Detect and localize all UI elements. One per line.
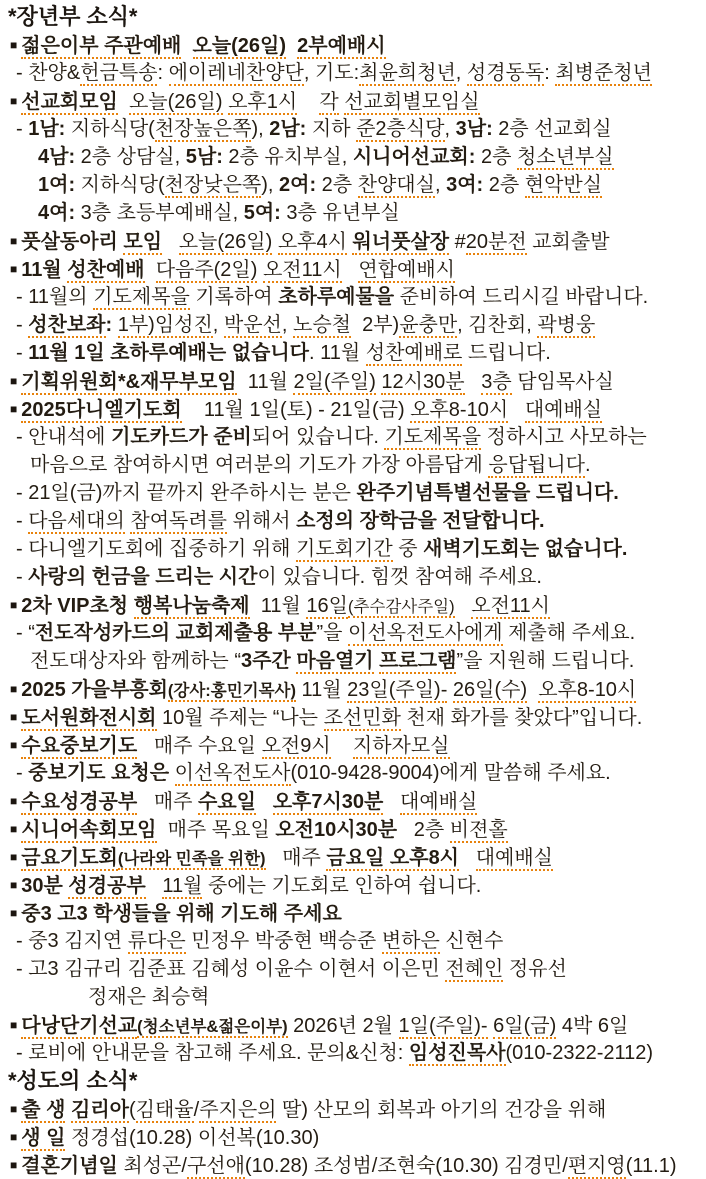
bulletin-line bbox=[0, 983, 706, 1011]
text-segment: 오늘(26일) bbox=[178, 231, 273, 253]
text-segment: 3남: bbox=[455, 118, 493, 140]
text-segment: 11월 1일 초하루예배는 없습니다 bbox=[28, 342, 309, 364]
text-segment: 임성진목사 bbox=[408, 1042, 506, 1064]
text-segment: 11월 1일(토) - 21일(금) bbox=[181, 399, 411, 421]
text-segment bbox=[169, 762, 175, 784]
text-segment: 2부) bbox=[350, 314, 400, 336]
text-segment: 응답됩니다 bbox=[488, 454, 585, 476]
text-segment: 도서원화전시회 bbox=[21, 707, 157, 729]
text-segment: 천장높은쪽 bbox=[154, 118, 252, 140]
bulletin-line bbox=[0, 283, 706, 311]
bulletin-line bbox=[0, 1039, 706, 1067]
bullet-square-icon: ■ bbox=[10, 262, 18, 276]
text-segment: # bbox=[449, 231, 466, 253]
text-segment bbox=[145, 259, 156, 281]
text-segment: 2층 선교회실 bbox=[492, 118, 612, 140]
text-segment: (강사:홍민기목사) bbox=[167, 682, 296, 700]
section-title: *성도의 소식* bbox=[8, 1068, 138, 1093]
bullet-square-icon: ■ bbox=[10, 234, 18, 248]
text-segment: 비젼홀 bbox=[449, 819, 508, 841]
bulletin-line bbox=[0, 731, 706, 759]
text-segment: 이 있습니다. 힘껏 참여해 주세요. bbox=[257, 566, 542, 588]
text-segment: - bbox=[16, 566, 29, 588]
text-segment: 오전10시30분 bbox=[275, 819, 398, 841]
text-segment: 1일(주일)- bbox=[398, 1015, 488, 1037]
text-segment: 워너풋살장 bbox=[352, 231, 450, 253]
text-segment: 성경공부 bbox=[68, 875, 146, 897]
text-segment: 23일(주일)- bbox=[347, 679, 448, 701]
text-segment: 중3 고3 학생들을 위해 기도해 주세요 bbox=[21, 903, 342, 925]
text-segment bbox=[508, 399, 525, 421]
bullet-square-icon: ■ bbox=[10, 1158, 18, 1172]
text-segment: 박운선 bbox=[223, 314, 282, 336]
text-segment: 12시30분 bbox=[381, 371, 465, 393]
text-segment: 3층 bbox=[481, 371, 512, 393]
bullet-square-icon: ■ bbox=[10, 682, 18, 696]
text-segment: - 다니엘기도회에 집중하기 위해 bbox=[16, 538, 297, 560]
text-segment bbox=[118, 91, 129, 113]
text-segment: 대예배실 bbox=[400, 791, 478, 813]
text-segment: , 김찬회, bbox=[457, 314, 538, 336]
text-segment: 드립니다. bbox=[462, 342, 551, 364]
text-segment: 각 bbox=[319, 91, 339, 113]
text-segment: 담임목사실 bbox=[511, 371, 614, 393]
bullet-square-icon: ■ bbox=[10, 402, 18, 416]
text-segment: 지하식당( bbox=[75, 174, 165, 196]
text-segment: , bbox=[212, 314, 224, 336]
bulletin-line bbox=[0, 1095, 706, 1123]
text-segment: ”을 지원해 드립니다. bbox=[456, 650, 635, 672]
bullet-square-icon: ■ bbox=[10, 906, 18, 920]
text-segment: 다음세대의 bbox=[28, 510, 125, 532]
text-segment: - 중3 김지연 bbox=[16, 930, 128, 952]
text-segment: : bbox=[105, 314, 118, 336]
bulletin-line bbox=[0, 479, 706, 507]
text-segment: 오전9시 bbox=[261, 735, 331, 757]
text-segment: 성찬예배로 bbox=[365, 342, 463, 364]
text-segment: 정재은 최승혁 bbox=[88, 986, 210, 1008]
text-segment: 기획위원회*&재무부모임 bbox=[21, 371, 237, 393]
text-segment: 성찬보좌 bbox=[28, 314, 106, 336]
text-segment: - bbox=[16, 342, 29, 364]
text-segment: (나라와 민족을 위한) bbox=[117, 850, 266, 868]
text-segment: 시니어선교회: bbox=[352, 146, 476, 168]
text-segment: 수요중보기도 bbox=[21, 735, 138, 757]
text-segment: 교회출발 bbox=[526, 231, 610, 253]
bullet-square-icon: ■ bbox=[10, 598, 18, 612]
bullet-square-icon: ■ bbox=[10, 738, 18, 752]
text-segment: 중보기도 요청은 bbox=[28, 762, 170, 784]
bullet-square-icon: ■ bbox=[10, 1130, 18, 1144]
bulletin-line bbox=[0, 199, 706, 227]
text-segment: 청소년부실 bbox=[516, 146, 614, 168]
text-segment: , 기도: bbox=[303, 62, 360, 84]
text-segment: 오전11시 bbox=[471, 595, 550, 617]
text-segment: 오늘(26일) bbox=[128, 91, 223, 113]
text-segment: 천장낮은쪽 bbox=[164, 174, 262, 196]
bullet-square-icon: ■ bbox=[10, 822, 18, 836]
text-segment: 선교회모임 bbox=[21, 91, 118, 113]
bulletin-line bbox=[0, 171, 706, 199]
text-segment: 오후8-10시 bbox=[538, 679, 637, 701]
text-segment: - bbox=[16, 314, 29, 336]
bulletin-line bbox=[0, 451, 706, 479]
text-segment: 2일(주일) bbox=[293, 371, 376, 393]
bulletin-line bbox=[0, 647, 706, 675]
bulletin bbox=[0, 3, 706, 1179]
text-segment bbox=[455, 595, 472, 617]
section-title: *장년부 소식* bbox=[8, 4, 138, 29]
text-segment: 1부)임성진 bbox=[117, 314, 213, 336]
bulletin-line bbox=[0, 787, 706, 815]
text-segment: 정유선 bbox=[503, 958, 567, 980]
text-segment: 현악반실 bbox=[524, 174, 603, 196]
text-segment: 연합예배시 bbox=[358, 259, 455, 281]
text-segment: 전도작성카드의 교회제출용 부분 bbox=[34, 622, 317, 644]
bulletin-line bbox=[0, 563, 706, 591]
text-segment: - “ bbox=[16, 622, 35, 644]
bulletin-line bbox=[0, 955, 706, 983]
bullet-square-icon: ■ bbox=[10, 1102, 18, 1116]
text-segment: . 11월 bbox=[309, 342, 366, 364]
text-segment: 성찬예배 bbox=[67, 259, 145, 281]
text-segment: 편지영 bbox=[567, 1155, 626, 1177]
text-segment: 수요성경공부 bbox=[21, 791, 138, 813]
text-segment: ”을 bbox=[316, 622, 349, 644]
text-segment: (청소년부&젊은이부) bbox=[137, 1018, 288, 1036]
bulletin-line bbox=[0, 675, 706, 703]
text-segment: 참여독려를 bbox=[130, 510, 227, 532]
bullet-square-icon: ■ bbox=[10, 38, 18, 52]
bulletin-line bbox=[0, 339, 706, 367]
text-segment: 주지은의 bbox=[199, 1099, 277, 1121]
bulletin-line bbox=[0, 1151, 706, 1179]
text-segment: , bbox=[434, 174, 447, 196]
bulletin-line bbox=[0, 143, 706, 171]
text-segment: 중에는 기도회로 인하여 쉽니다. bbox=[202, 875, 482, 897]
text-segment: 김리아 bbox=[71, 1099, 129, 1121]
text-segment: 2층 유치부실, bbox=[222, 146, 353, 168]
text-segment: 오후4시 bbox=[277, 231, 347, 253]
text-segment: 11월 bbox=[236, 371, 294, 393]
text-segment: - 안내석에 bbox=[16, 426, 112, 448]
text-segment: 다음주(2일) bbox=[155, 259, 258, 281]
text-segment: / bbox=[193, 1099, 200, 1121]
text-segment: 최윤희청년 bbox=[359, 62, 456, 84]
text-segment: 2여: bbox=[279, 174, 317, 196]
text-segment: 20분전 bbox=[465, 231, 527, 253]
text-segment bbox=[465, 371, 482, 393]
text-segment: 기도제목을 bbox=[93, 286, 190, 308]
text-segment: 16일 bbox=[306, 595, 348, 617]
text-segment: 2층 bbox=[397, 819, 450, 841]
text-segment: 기도제목을 bbox=[384, 426, 482, 448]
text-segment: 노승철 bbox=[293, 314, 351, 336]
text-segment: 곽병웅 bbox=[537, 314, 596, 336]
text-segment: - 21일(금)까지 끝까지 완주하시는 분은 bbox=[16, 482, 357, 504]
text-segment: 새벽기도회는 없습니다. bbox=[423, 538, 628, 560]
text-segment: - bbox=[16, 510, 29, 532]
text-segment: 매주 bbox=[265, 847, 327, 869]
text-segment: 류다은 bbox=[127, 930, 186, 952]
text-segment: 지하자모실 bbox=[352, 735, 450, 757]
text-segment: 오전11시 bbox=[262, 259, 342, 281]
text-segment: , bbox=[281, 314, 294, 336]
text-segment: - 고3 김규리 김준표 김혜성 이윤수 이현서 이은민 bbox=[16, 958, 446, 980]
text-segment bbox=[527, 679, 538, 701]
text-segment: 완주기념특별선물을 드립니다. bbox=[356, 482, 619, 504]
text-segment: (10.28) 조성범/조현숙(10.30) 김경민/ bbox=[244, 1155, 568, 1177]
text-segment: 11월 bbox=[21, 259, 68, 281]
text-segment bbox=[383, 791, 400, 813]
text-segment: 민정우 박중현 백승준 bbox=[185, 930, 382, 952]
text-segment: 2층 bbox=[483, 174, 525, 196]
text-segment: : bbox=[157, 62, 169, 84]
text-segment bbox=[162, 231, 179, 253]
text-segment: 3주간 bbox=[240, 650, 297, 672]
text-segment: 변하은 bbox=[381, 930, 440, 952]
text-segment: 11월 bbox=[162, 875, 203, 897]
text-segment: 11월 bbox=[295, 679, 348, 701]
bullet-square-icon: ■ bbox=[10, 710, 18, 724]
text-segment: 2차 VIP초청 bbox=[21, 595, 134, 617]
text-segment: 2025 가을부흥회 bbox=[21, 679, 168, 701]
text-segment: - 찬양& bbox=[16, 62, 81, 84]
text-segment: 젊은이부 주관예배 bbox=[21, 35, 182, 57]
text-segment: 3층 초등부예배실, bbox=[75, 202, 244, 224]
text-segment: 선교회별모임실 bbox=[344, 91, 480, 113]
bulletin-line bbox=[0, 115, 706, 143]
text-segment: 2층 상담실, bbox=[75, 146, 186, 168]
text-segment: - bbox=[16, 118, 29, 140]
text-segment: 마음으로 참여하시면 여러분의 기도가 가장 아름답게 bbox=[30, 454, 489, 476]
text-segment: 26일(수) bbox=[452, 679, 528, 701]
bulletin-line bbox=[0, 1011, 706, 1039]
text-segment bbox=[272, 231, 278, 253]
text-segment: 매주 수요일 bbox=[137, 735, 262, 757]
text-segment: 10월 주제는 “나는 bbox=[156, 707, 324, 729]
bulletin-line bbox=[0, 815, 706, 843]
bulletin-line bbox=[0, 59, 706, 87]
bulletin-line bbox=[0, 619, 706, 647]
bulletin-line bbox=[0, 703, 706, 731]
text-segment: 결혼기념일 bbox=[21, 1155, 118, 1177]
text-segment: : bbox=[544, 62, 556, 84]
text-segment: 시니어속회모임 bbox=[21, 819, 157, 841]
text-segment: 2026년 2월 bbox=[287, 1015, 399, 1037]
section-member-news bbox=[0, 1067, 706, 1179]
text-segment bbox=[256, 791, 273, 813]
bulletin-line bbox=[0, 871, 706, 899]
text-segment: 에이레네찬양단 bbox=[168, 62, 304, 84]
text-segment: 준비하여 드리시길 바랍니다. bbox=[394, 286, 649, 308]
text-segment bbox=[342, 259, 359, 281]
text-segment: 지하 bbox=[306, 118, 357, 140]
text-segment: 4여: bbox=[38, 202, 76, 224]
text-segment: 중 bbox=[392, 538, 424, 560]
bulletin-line bbox=[0, 227, 706, 255]
text-segment: 초하루예물을 bbox=[278, 286, 395, 308]
bullet-square-icon: ■ bbox=[10, 94, 18, 108]
text-segment: . bbox=[585, 454, 591, 476]
text-segment: 오늘(26일) bbox=[192, 35, 287, 57]
bulletin-line bbox=[0, 927, 706, 955]
text-segment: 4남: bbox=[38, 146, 76, 168]
text-segment: 되어 있습니다. bbox=[251, 426, 385, 448]
text-segment: 3층 유년부실 bbox=[280, 202, 400, 224]
text-segment: 전혜인 bbox=[445, 958, 504, 980]
bulletin-line bbox=[0, 311, 706, 339]
text-segment: 금요기도회 bbox=[21, 847, 118, 869]
text-segment: 오후8-10시 bbox=[410, 399, 509, 421]
bulletin-line bbox=[0, 535, 706, 563]
text-segment bbox=[297, 91, 319, 113]
text-segment: 지하식당( bbox=[65, 118, 155, 140]
text-segment: - 로비에 안내문을 참고해 주세요. 문의&신청: bbox=[16, 1042, 409, 1064]
text-segment: 2층 bbox=[316, 174, 358, 196]
text-segment: 헌금특송 bbox=[80, 62, 158, 84]
text-segment bbox=[146, 875, 163, 897]
text-segment: 수요일 bbox=[198, 791, 257, 813]
text-segment: 매주 bbox=[137, 791, 199, 813]
text-segment: 구선애 bbox=[186, 1155, 245, 1177]
text-segment: , bbox=[455, 62, 467, 84]
bulletin-line bbox=[0, 423, 706, 451]
bulletin-line bbox=[0, 1123, 706, 1151]
text-segment: 소정의 장학금을 전달합니다. bbox=[296, 510, 545, 532]
text-segment: 풋살동아리 bbox=[21, 231, 124, 253]
text-segment: (추수감사주일) bbox=[347, 598, 455, 616]
text-segment: 대예배실 bbox=[524, 399, 603, 421]
text-segment: 다낭단기선교 bbox=[21, 1015, 138, 1037]
bullet-square-icon: ■ bbox=[10, 878, 18, 892]
text-segment: 기도카드가 준비 bbox=[111, 426, 252, 448]
bulletin-line bbox=[0, 87, 706, 115]
text-segment: 금요일 오후8시 bbox=[326, 847, 460, 869]
text-segment: 30분 bbox=[21, 875, 69, 897]
text-segment: 김태율 bbox=[135, 1099, 194, 1121]
bulletin-line bbox=[0, 507, 706, 535]
text-segment: 프로그램 bbox=[379, 650, 457, 672]
text-segment: 딸) 산모의 회복과 아기의 건강을 위해 bbox=[276, 1099, 607, 1121]
text-segment: (11.1) bbox=[625, 1155, 677, 1177]
section-adult-news bbox=[0, 3, 706, 1067]
text-segment: 2층 bbox=[475, 146, 517, 168]
text-segment: 4박 6일 bbox=[556, 1015, 629, 1037]
text-segment: 2025다니엘기도회 bbox=[21, 399, 182, 421]
text-segment: , bbox=[444, 118, 456, 140]
bulletin-line bbox=[0, 31, 706, 59]
bulletin-line bbox=[0, 591, 706, 619]
text-segment: 윤충만 bbox=[399, 314, 458, 336]
text-segment: 5남: bbox=[185, 146, 223, 168]
text-segment: 기도회기간 bbox=[296, 538, 393, 560]
bullet-square-icon: ■ bbox=[10, 850, 18, 864]
text-segment: 오후7시30분 bbox=[272, 791, 384, 813]
text-segment: 11월 bbox=[249, 595, 307, 617]
text-segment: 이선옥전도사에게 bbox=[348, 622, 503, 644]
bulletin-line bbox=[0, 843, 706, 871]
text-segment: 대예배실 bbox=[475, 847, 553, 869]
bulletin-line bbox=[0, 899, 706, 927]
text-segment: ), bbox=[261, 174, 279, 196]
text-segment: 이선옥전도사 bbox=[174, 762, 291, 784]
text-segment bbox=[286, 35, 297, 57]
text-segment: 오후1시 bbox=[228, 91, 298, 113]
bullet-square-icon: ■ bbox=[10, 794, 18, 808]
text-segment: ), bbox=[251, 118, 270, 140]
text-segment: 생 일 bbox=[21, 1127, 66, 1149]
text-segment: 신현수 bbox=[439, 930, 504, 952]
text-segment: ( bbox=[128, 1099, 136, 1121]
text-segment: 준2층식당 bbox=[356, 118, 445, 140]
text-segment: 사랑의 헌금을 드리는 시간 bbox=[28, 566, 258, 588]
bullet-square-icon: ■ bbox=[10, 1018, 18, 1032]
text-segment: - 11월의 bbox=[16, 286, 94, 308]
text-segment: 조선민화 bbox=[323, 707, 401, 729]
text-segment: 2남: bbox=[269, 118, 307, 140]
text-segment: 마음열기 bbox=[296, 650, 374, 672]
text-segment: 1남: bbox=[28, 118, 66, 140]
bulletin-line bbox=[0, 255, 706, 283]
text-segment bbox=[181, 35, 192, 57]
text-segment: 3여: bbox=[446, 174, 484, 196]
text-segment: 성경동독 bbox=[466, 62, 545, 84]
text-segment: 모임 bbox=[123, 231, 163, 253]
text-segment: 제출해 주세요. bbox=[502, 622, 636, 644]
text-segment: 최병준청년 bbox=[555, 62, 652, 84]
text-segment: 정하시고 사모하는 bbox=[481, 426, 647, 448]
text-segment: 2부예배시 bbox=[297, 35, 386, 57]
text-segment: 1여: bbox=[38, 174, 76, 196]
bullet-square-icon: ■ bbox=[10, 374, 18, 388]
text-segment: 기록하여 bbox=[189, 286, 279, 308]
text-segment: 찬양대실 bbox=[357, 174, 435, 196]
text-segment: 매주 목요일 bbox=[156, 819, 276, 841]
text-segment: (010-2322-2112) bbox=[505, 1042, 654, 1064]
text-segment: 행복나눔축제 bbox=[133, 595, 250, 617]
bulletin-line bbox=[0, 395, 706, 423]
text-segment: 5여: bbox=[243, 202, 281, 224]
bulletin-line bbox=[0, 759, 706, 787]
text-segment: 최성곤/ bbox=[117, 1155, 187, 1177]
text-segment: 6일(금) bbox=[493, 1015, 557, 1037]
text-segment: 위해서 bbox=[227, 510, 297, 532]
bulletin-line bbox=[0, 367, 706, 395]
text-segment: (010-9428-9004)에게 말씀해 주세요. bbox=[290, 762, 611, 784]
text-segment bbox=[459, 847, 476, 869]
text-segment: 천재 화가를 찾았다”입니다. bbox=[400, 707, 643, 729]
text-segment: 정경섭(10.28) 이선복(10.30) bbox=[65, 1127, 320, 1149]
text-segment: - bbox=[16, 762, 29, 784]
text-segment bbox=[331, 735, 353, 757]
text-segment: 전도대상자와 함께하는 “ bbox=[30, 650, 241, 672]
text-segment: 출 생 bbox=[21, 1099, 66, 1121]
